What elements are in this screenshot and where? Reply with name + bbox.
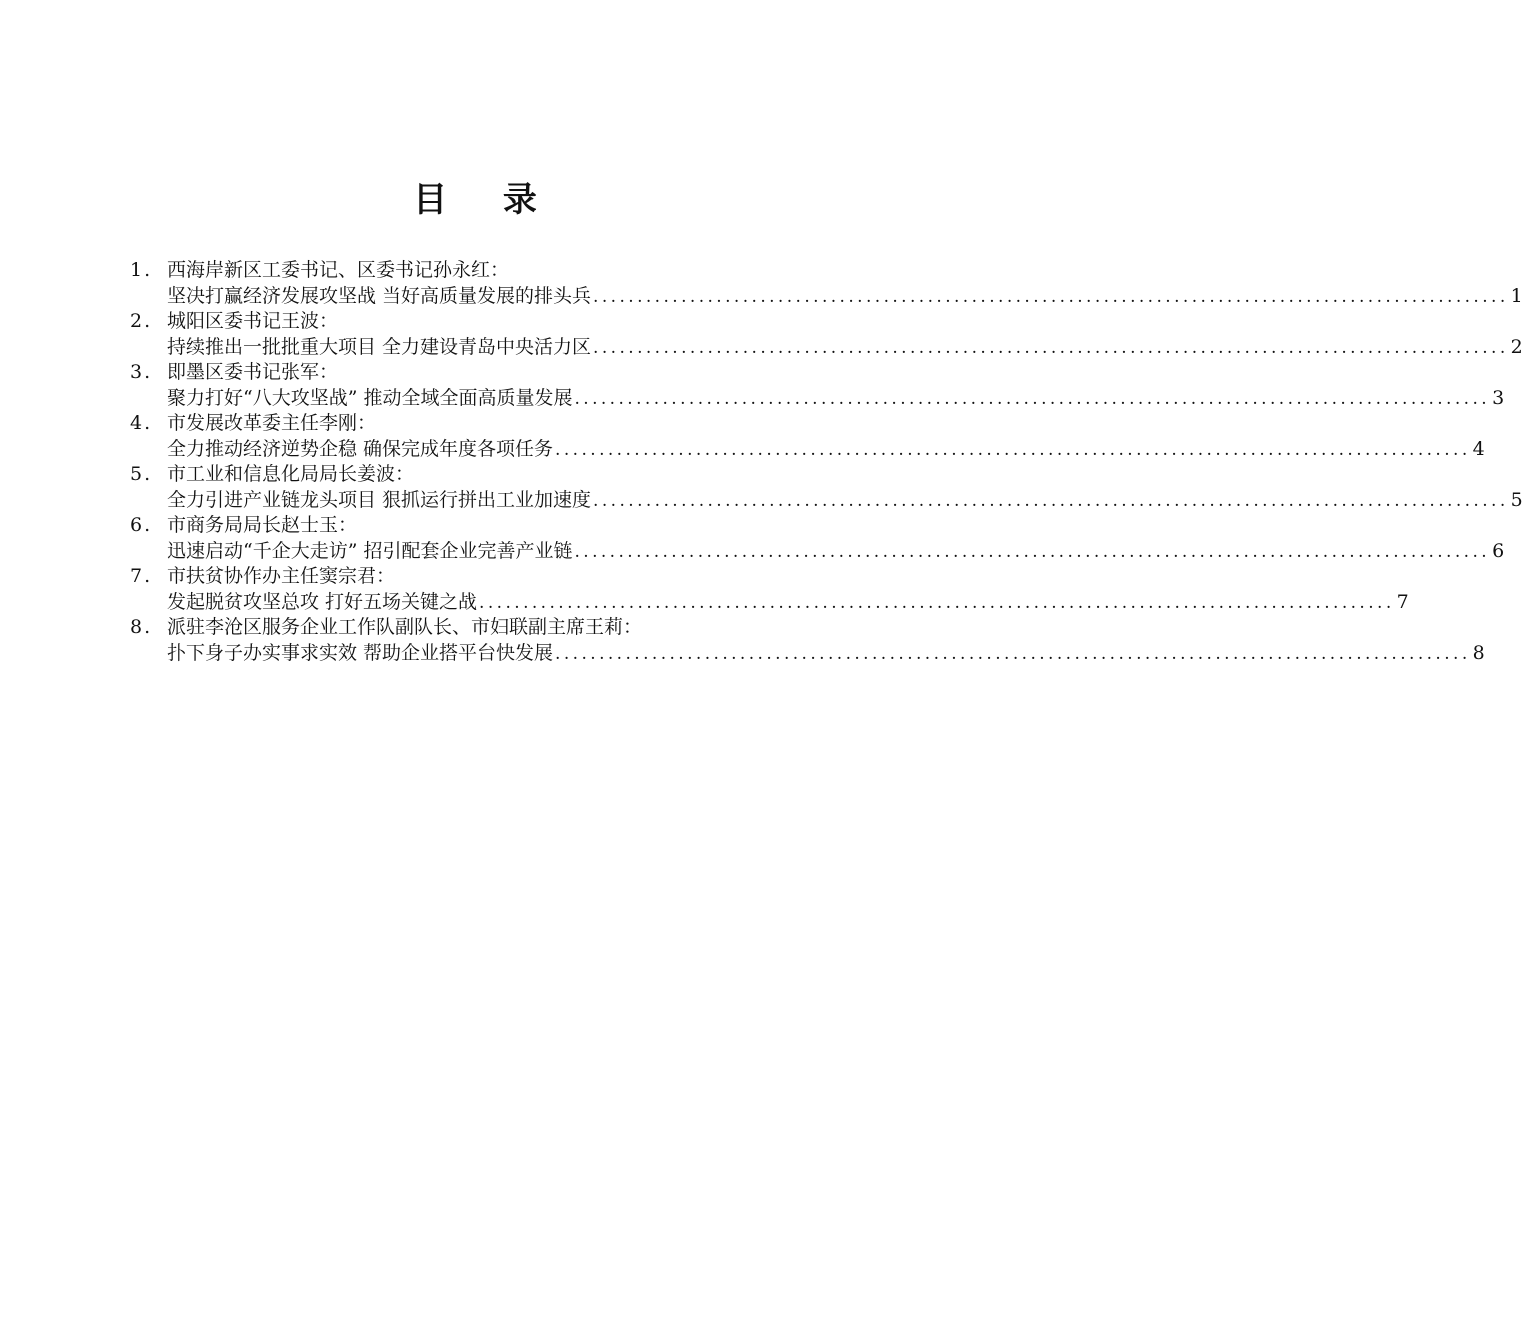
toc-entry-link[interactable] xyxy=(130,335,1523,361)
toc-list xyxy=(130,258,1523,666)
toc-entry-head xyxy=(130,513,900,539)
toc-entry-head xyxy=(130,258,900,284)
toc-entry-speaker: 市扶贫协作办主任窦宗君： xyxy=(167,565,396,587)
toc-entry-head xyxy=(130,360,900,386)
toc-entry-article: 全力推动经济逆势企稳 确保完成年度各项任务 xyxy=(167,437,554,460)
toc-entry-article: 发起脱贫攻坚总攻 打好五场关键之战 xyxy=(167,590,478,613)
toc-entry-speaker: 派驻李沧区服务企业工作队副队长、市妇联副主席王莉： xyxy=(167,616,643,638)
dot-leader: ........................................................................................................ xyxy=(574,541,1491,562)
toc-entry-article: 迅速启动“千企大走访” 招引配套企业完善产业链 xyxy=(167,539,573,562)
toc-entry-speaker: 市发展改革委主任李刚： xyxy=(167,412,377,434)
toc-entry-head xyxy=(130,564,900,590)
toc-entry-speaker: 市工业和信息化局局长姜波： xyxy=(167,463,415,485)
toc-entry-article: 持续推出一批批重大项目 全力建设青岛中央活力区 xyxy=(167,335,592,358)
toc-entry-number: 4. xyxy=(130,412,153,434)
dot-leader: ........................................................................................................ xyxy=(593,490,1509,511)
toc-entry-link[interactable] xyxy=(130,488,1523,514)
toc-entry-page: 1 xyxy=(1510,284,1523,307)
dot-leader: ........................................................................................................ xyxy=(574,388,1491,409)
toc-entry-link[interactable] xyxy=(130,386,1505,412)
toc-entry-article: 全力引进产业链龙头项目 狠抓运行拼出工业加速度 xyxy=(167,488,592,511)
toc-entry xyxy=(130,615,1485,666)
toc-entry-page: 2 xyxy=(1510,335,1523,358)
toc-entry xyxy=(130,309,1523,360)
toc-entry xyxy=(130,564,1409,615)
toc-entry-number: 2. xyxy=(130,310,153,332)
toc-entry-speaker: 城阳区委书记王波： xyxy=(167,310,339,332)
toc-entry xyxy=(130,513,1505,564)
toc-entry-link[interactable] xyxy=(130,437,1485,463)
dot-leader: ........................................................................................................ xyxy=(555,439,1471,460)
toc-entry-article: 坚决打赢经济发展攻坚战 当好高质量发展的排头兵 xyxy=(167,284,592,307)
toc-entry xyxy=(130,462,1523,513)
toc-entry-number: 8. xyxy=(130,616,153,638)
toc-entry-number: 7. xyxy=(130,565,153,587)
toc-entry-speaker: 市商务局局长赵士玉： xyxy=(167,514,358,536)
toc-entry-number: 1. xyxy=(130,259,153,281)
toc-entry-number: 6. xyxy=(130,514,153,536)
toc-entry-link[interactable] xyxy=(130,641,1485,667)
toc-entry-page: 3 xyxy=(1492,386,1505,409)
toc-entry-page: 6 xyxy=(1492,539,1505,562)
toc-entry-page: 7 xyxy=(1396,590,1409,613)
toc-entry-link[interactable] xyxy=(130,539,1505,565)
dot-leader: ........................................................................................................ xyxy=(479,592,1395,613)
dot-leader: ........................................................................................................ xyxy=(593,337,1509,358)
toc-entry-head xyxy=(130,615,900,641)
toc-entry-page: 5 xyxy=(1510,488,1523,511)
toc-entry-speaker: 西海岸新区工委书记、区委书记孙永红： xyxy=(167,259,510,281)
toc-entry-article: 扑下身子办实事求实效 帮助企业搭平台快发展 xyxy=(167,641,554,664)
toc-entry-head xyxy=(130,462,900,488)
toc-entry-number: 5. xyxy=(130,463,153,485)
toc-entry-link[interactable] xyxy=(130,284,1523,310)
toc-entry-page: 8 xyxy=(1472,641,1485,664)
toc-entry xyxy=(130,411,1485,462)
toc-title: 目 录 xyxy=(413,180,559,220)
toc-entry-head xyxy=(130,411,900,437)
toc-entry-speaker: 即墨区委书记张军： xyxy=(167,361,339,383)
toc-entry-head xyxy=(130,309,900,335)
toc-entry-page: 4 xyxy=(1472,437,1485,460)
dot-leader: ........................................................................................................ xyxy=(593,286,1509,307)
toc-entry-article: 聚力打好“八大攻坚战” 推动全域全面高质量发展 xyxy=(167,386,573,409)
toc-entry xyxy=(130,258,1523,309)
toc-entry-link[interactable] xyxy=(130,590,1409,616)
toc-entry-number: 3. xyxy=(130,361,153,383)
toc-entry xyxy=(130,360,1505,411)
dot-leader: ........................................................................................................ xyxy=(555,643,1471,664)
